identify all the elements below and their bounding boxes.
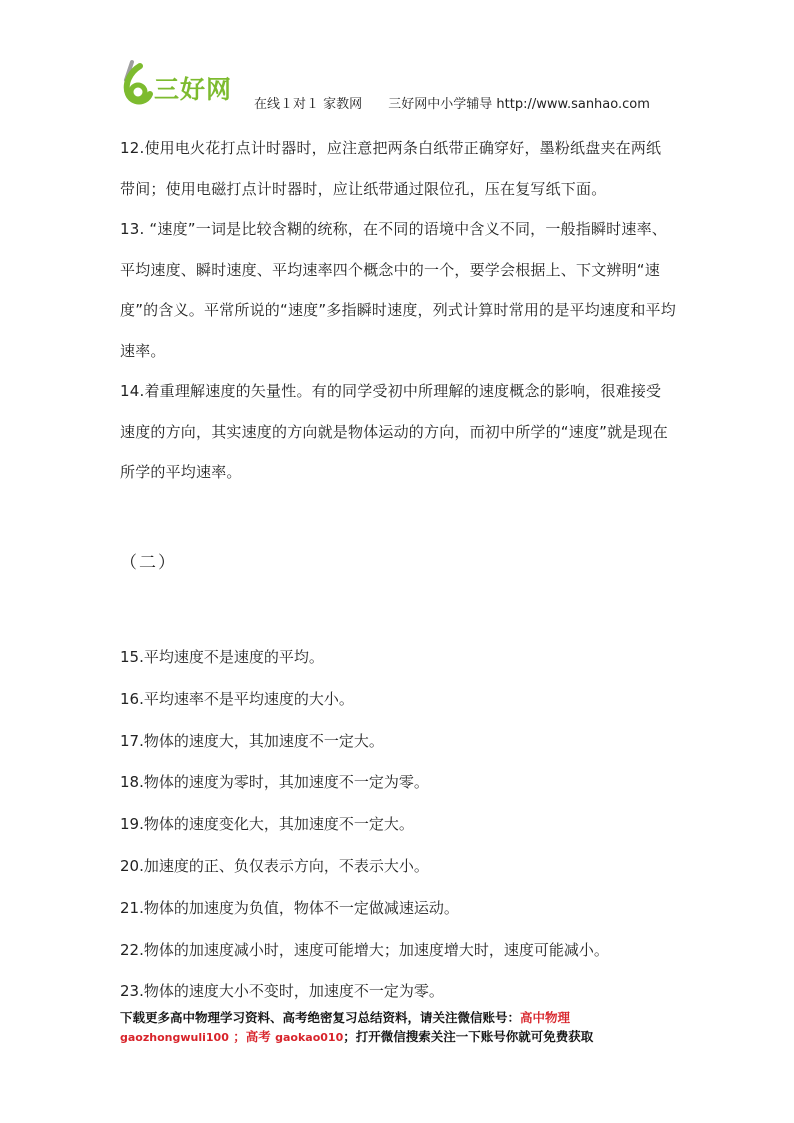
- list-item: 21.物体的加速度为负值，物体不一定做减速运动。: [120, 898, 459, 917]
- logo-text: 三好网: [154, 75, 233, 104]
- point-list: [120, 638, 676, 1014]
- footer-account-exam-id: gaokao010: [275, 1031, 344, 1044]
- list-item: 19.物体的速度变化大，其加速度不一定大。: [120, 815, 414, 834]
- footer-note: [120, 1008, 680, 1047]
- list-item: 23.物体的速度大小不变时，加速度不一定为零。: [120, 982, 444, 1001]
- footer-separator: ；: [233, 1029, 246, 1044]
- list-item: 22.物体的加速度减小时，速度可能增大；加速度增大时，速度可能减小。: [120, 940, 609, 959]
- list-item: 15.平均速度不是速度的平均。: [120, 648, 324, 666]
- footer-text: 下载更多高中物理学习资料、高考绝密复习总结资料，请关注微信账号：: [120, 1010, 521, 1025]
- sanhao-logo: [118, 58, 248, 110]
- list-item: 18.物体的速度为零时，其加速度不一定为零。: [120, 773, 429, 792]
- main-content: [120, 128, 676, 493]
- footer-account-physics-id: gaozhongwuli100: [120, 1031, 229, 1044]
- paragraph-12: 12.使用电火花打点计时器时，应注意把两条白纸带正确穿好，墨粉纸盘夹在两纸带间；使用电磁打点计时器时，应让纸带通过限位孔，压在复写纸下面。: [120, 139, 662, 198]
- footer-text-end: ；打开微信搜索关注一下账号你就可免费获取: [343, 1029, 594, 1044]
- header-tagline: 在线１对１ 家教网: [254, 97, 363, 112]
- paragraph-14: 14.着重理解速度的矢量性。有的同学受初中所理解的速度概念的影响，很难接受速度的方向，其实速度的方向就是物体运动的方向，而初中所学的“速度”就是现在所学的平均速率。: [120, 382, 668, 481]
- section-title: （二）: [120, 553, 177, 573]
- footer-account-exam: 高考: [245, 1029, 271, 1044]
- header-info: [254, 93, 650, 112]
- footer-account-physics: 高中物理: [520, 1010, 571, 1025]
- header-site-url: 三好网中小学辅导 http://www.sanhao.com: [388, 97, 650, 112]
- list-item: 20.加速度的正、负仅表示方向，不表示大小。: [120, 856, 429, 875]
- list-item: 17.物体的速度大，其加速度不一定大。: [120, 731, 384, 750]
- page-header: [118, 58, 678, 114]
- paragraph-13: 13. “速度”一词是比较含糊的统称，在不同的语境中含义不同，一般指瞬时速率、平均速度、瞬时速度、平均速率四个概念中的一个，要学会根据上、下文辨明“速度”的含义。平常所说的“速度”多指瞬时速度，列式计算时常用的是平均速度和平均速率。: [120, 220, 676, 360]
- list-item: 16.平均速率不是平均速度的大小。: [120, 689, 354, 708]
- logo-mark-icon: [118, 58, 158, 110]
